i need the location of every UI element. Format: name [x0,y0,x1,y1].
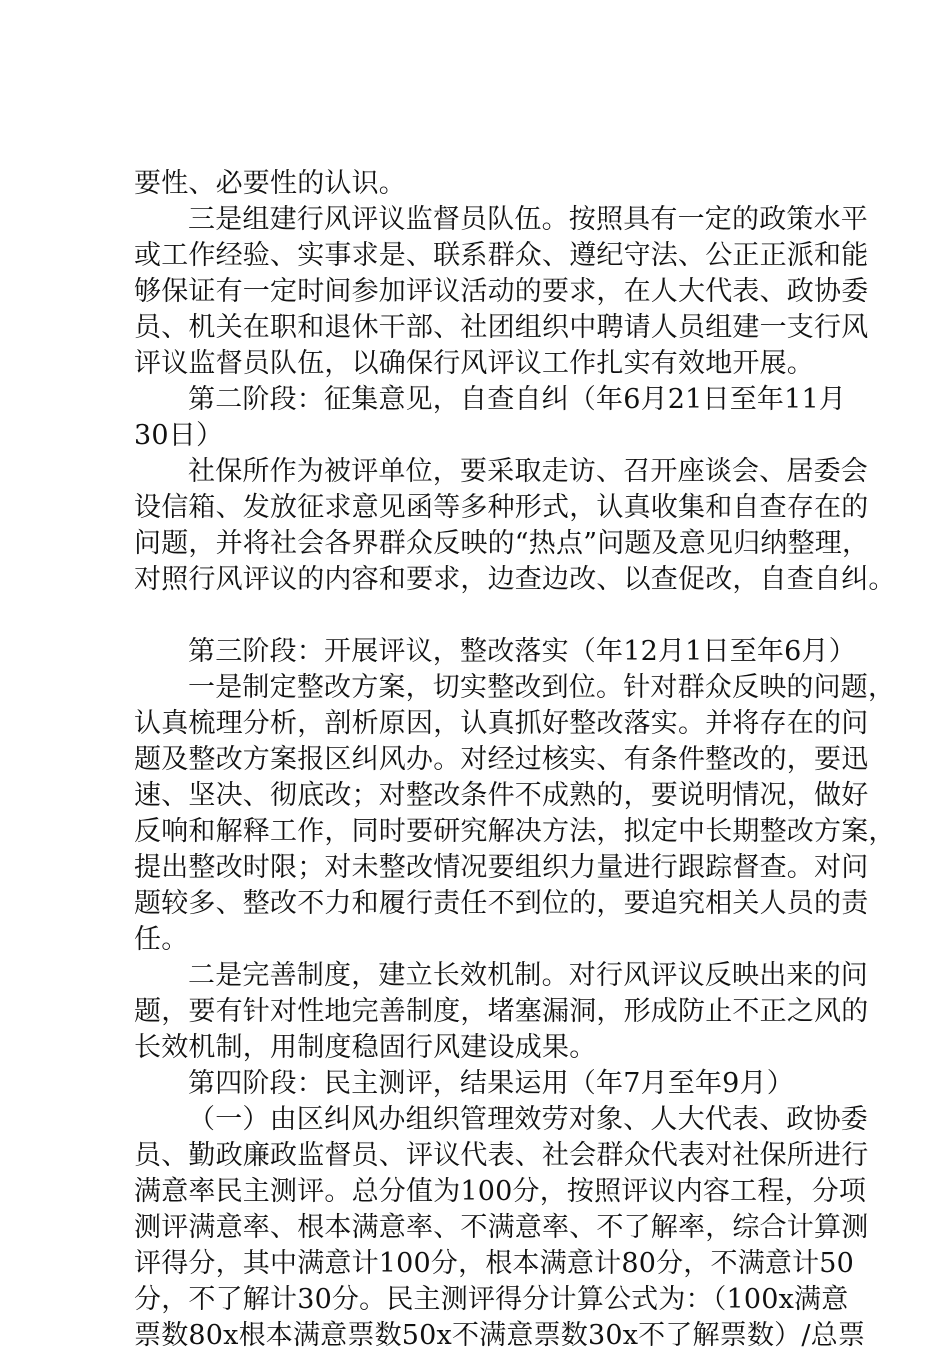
text-line: 长效机制，用制度稳固行风建设成果。 [134,1032,597,1063]
text-line: 速、坚决、彻底改；对整改条件不成熟的，要说明情况，做好 [134,780,869,811]
text-line: 分，不了解计30分。民主测评得分计算公式为：（100x满意 [134,1284,849,1315]
text-line: 员、机关在职和退休干部、社团组织中聘请人员组建一支行风 [134,312,869,343]
text-line: 30日） [134,420,224,451]
body-text [134,166,896,1354]
text-line: 或工作经验、实事求是、联系群众、遵纪守法、公正正派和能 [134,240,869,271]
text-line: 要性、必要性的认识。 [134,168,406,199]
text-line: 提出整改时限；对未整改情况要组织力量进行跟踪督查。对问 [134,852,869,883]
text-line: 题，要有针对性地完善制度，堵塞漏洞，形成防止不正之风的 [134,996,869,1027]
text-line: 评议监督员队伍，以确保行风评议工作扎实有效地开展。 [134,348,814,379]
text-line: 三是组建行风评议监督员队伍。按照具有一定的政策水平 [188,204,868,235]
text-line: 第二阶段：征集意见，自查自纠（年6月21日至年11月 [188,384,847,415]
text-line: 票数80x根本满意票数50x不满意票数30x不了解票数）/总票 [134,1320,866,1351]
text-line: 第三阶段：开展评议，整改落实（年12月1日至年6月） [188,636,856,667]
text-line: 题及整改方案报区纠风办。对经过核实、有条件整改的，要迅 [134,744,869,775]
text-line: 第四阶段：民主测评，结果运用（年7月至年9月） [188,1068,794,1099]
text-line: 测评满意率、根本满意率、不满意率、不了解率，综合计算测 [134,1212,869,1243]
text-line: （一）由区纠风办组织管理效劳对象、人大代表、政协委 [188,1104,868,1135]
text-line: 社保所作为被评单位，要采取走访、召开座谈会、居委会 [188,456,868,487]
text-line: 评得分，其中满意计100分，根本满意计80分，不满意计50 [134,1248,855,1279]
text-line: 二是完善制度，建立长效机制。对行风评议反映出来的问 [188,960,868,991]
text-line: 认真梳理分析，剖析原因，认真抓好整改落实。并将存在的问 [134,708,869,739]
paragraph-gap [134,598,834,634]
text-line: 问题，并将社会各界群众反映的“热点”问题及意见归纳整理， [134,528,870,559]
text-line: 满意率民主测评。总分值为100分，按照评议内容工程，分项 [134,1176,867,1207]
text-line: 员、勤政廉政监督员、评议代表、社会群众代表对社保所进行 [134,1140,869,1171]
text-line: 一是制定整改方案，切实整改到位。针对群众反映的问题， [188,672,896,703]
text-line: 题较多、整改不力和履行责任不到位的，要追究相关人员的责 [134,888,869,919]
text-line: 任。 [134,924,189,955]
text-line: 对照行风评议的内容和要求，边查边改、以查促改，自查自纠。 [134,564,896,595]
text-line: 够保证有一定时间参加评议活动的要求，在人大代表、政协委 [134,276,869,307]
text-line: 设信箱、发放征求意见函等多种形式，认真收集和自查存在的 [134,492,869,523]
text-line: 反响和解释工作，同时要研究解决方法，拟定中长期整改方案， [134,816,896,847]
